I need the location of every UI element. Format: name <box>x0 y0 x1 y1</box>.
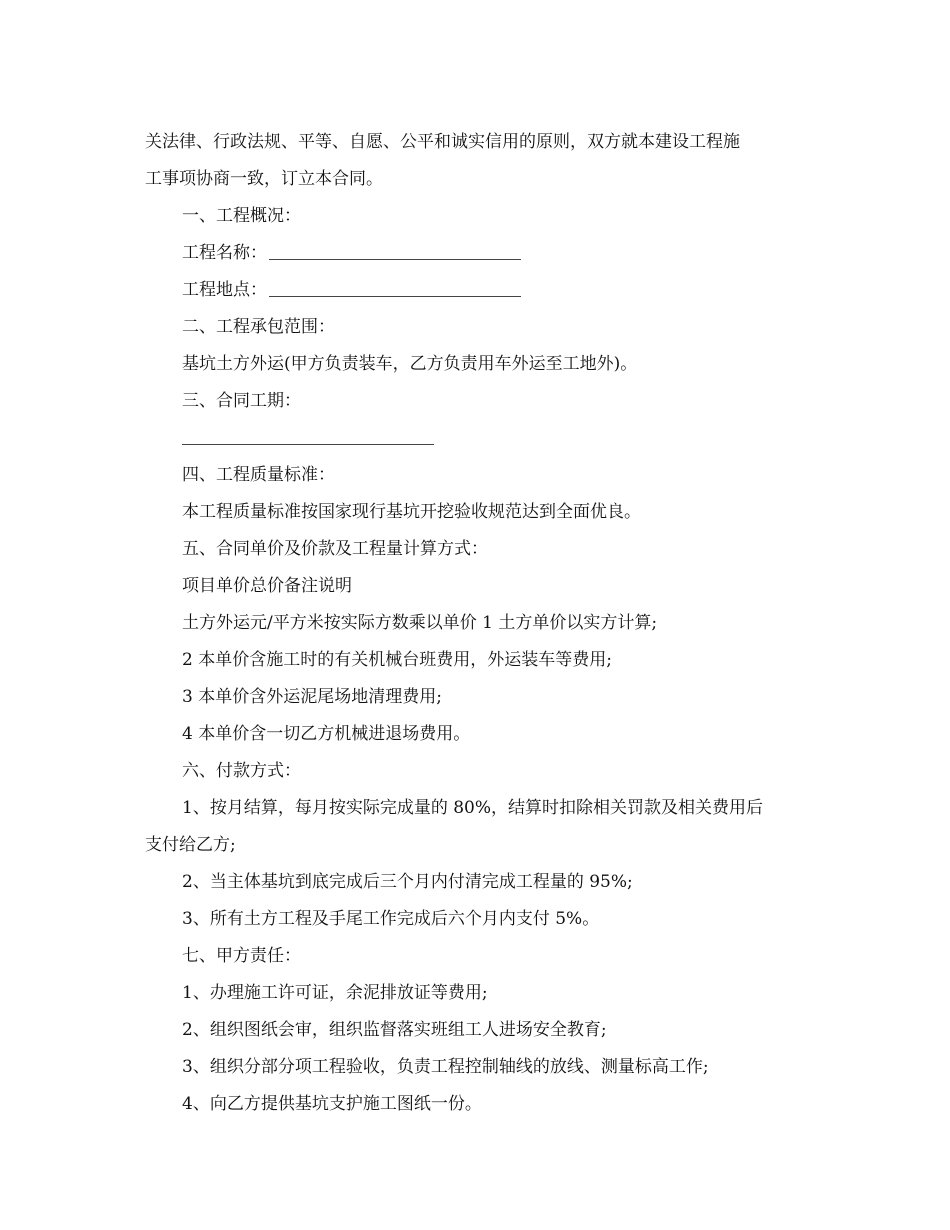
project-name-row <box>145 235 805 272</box>
project-name-blank <box>269 235 521 260</box>
project-location-blank <box>269 272 521 297</box>
paragraph-line: 1、办理施工许可证，余泥排放证等费用; <box>182 983 488 1003</box>
section-heading-party-a-duties: 七、甲方责任： <box>182 946 301 966</box>
section-heading-scope: 二、工程承包范围： <box>182 317 335 337</box>
contract-body <box>145 124 805 1123</box>
paragraph-line: 工事项协商一致，订立本合同。 <box>145 169 383 189</box>
paragraph-line: 2 本单价含施工时的有关机械台班费用，外运装车等费用; <box>182 650 612 670</box>
paragraph-line: 支付给乙方; <box>145 835 236 855</box>
paragraph-line: 本工程质量标准按国家现行基坑开挖验收规范达到全面优良。 <box>182 502 641 522</box>
paragraph-line: 关法律、行政法规、平等、自愿、公平和诚实信用的原则，双方就本建设工程施 <box>145 132 740 152</box>
paragraph-line: 3、组织分部分项工程验收，负责工程控制轴线的放线、测量标高工作; <box>182 1057 709 1077</box>
paragraph-line: 4 本单价含一切乙方机械进退场费用。 <box>182 724 471 744</box>
paragraph-line: 项目单价总价备注说明 <box>182 576 352 596</box>
duration-blank <box>182 420 434 445</box>
section-heading-pricing: 五、合同单价及价款及工程量计算方式： <box>182 539 488 559</box>
project-location-row <box>145 272 805 309</box>
paragraph-line: 1、按月结算，每月按实际完成量的 80%，结算时扣除相关罚款及相关费用后 <box>182 798 764 818</box>
section-heading-project-overview: 一、工程概况： <box>182 206 301 226</box>
paragraph-line: 土方外运元/平方米按实际方数乘以单价 1 土方单价以实方计算; <box>182 613 658 633</box>
project-name-label: 工程名称： <box>182 243 267 263</box>
paragraph-line: 3、所有土方工程及手尾工作完成后六个月内支付 5%。 <box>182 909 600 929</box>
paragraph-line: 2、当主体基坑到底完成后三个月内付清完成工程量的 95%; <box>182 872 633 892</box>
duration-blank-row <box>145 420 805 457</box>
project-location-label: 工程地点： <box>182 280 267 300</box>
section-heading-payment: 六、付款方式： <box>182 761 301 781</box>
paragraph-line: 基坑土方外运(甲方负责装车，乙方负责用车外运至工地外)。 <box>182 354 638 374</box>
section-heading-quality: 四、工程质量标准： <box>182 465 335 485</box>
paragraph-line: 3 本单价含外运泥尾场地清理费用; <box>182 687 442 707</box>
paragraph-line: 2、组织图纸会审，组织监督落实班组工人进场安全教育; <box>182 1020 607 1040</box>
paragraph-line: 4、向乙方提供基坑支护施工图纸一份。 <box>182 1094 482 1114</box>
section-heading-duration: 三、合同工期： <box>182 391 301 411</box>
